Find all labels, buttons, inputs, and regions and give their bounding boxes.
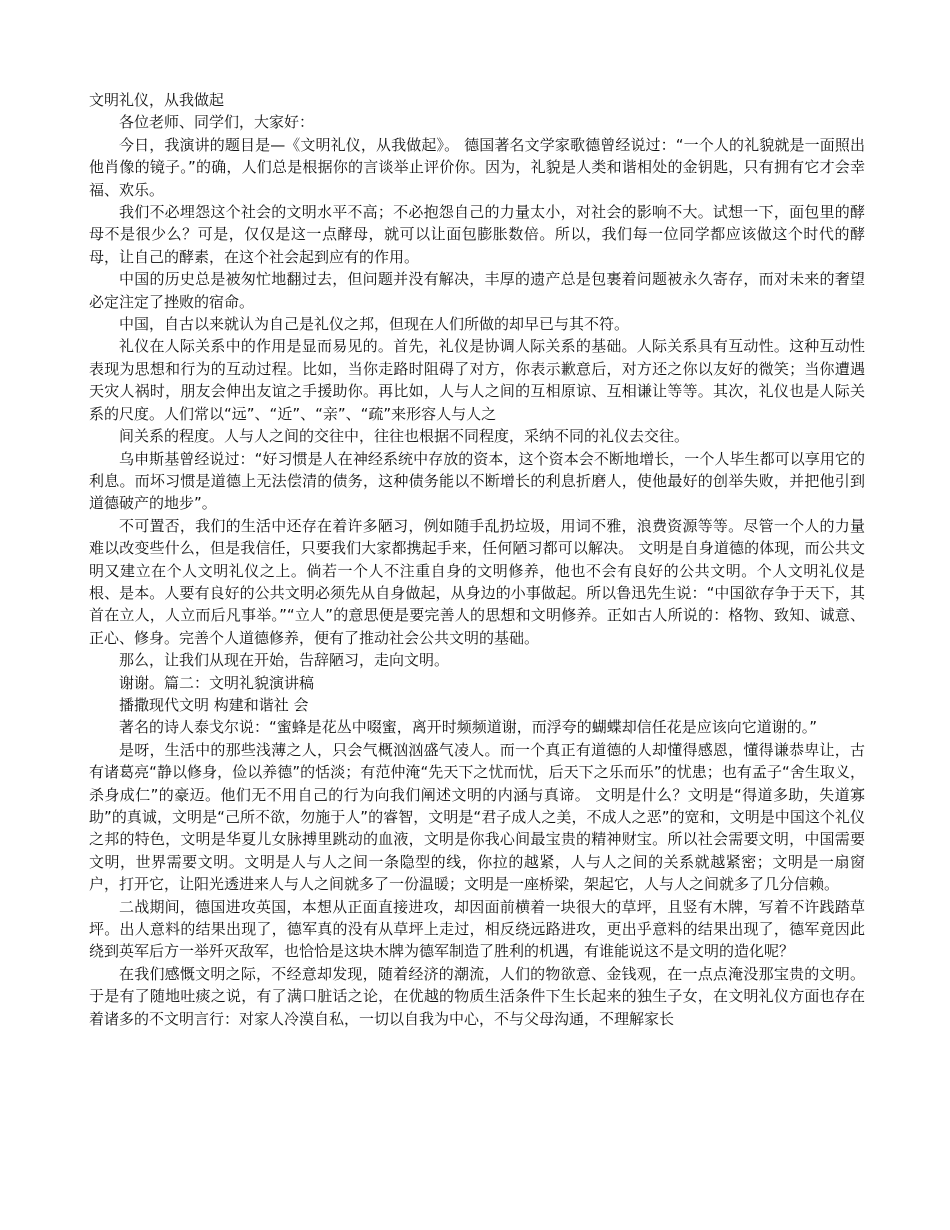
document-page xyxy=(89,89,865,1030)
paragraph: 著名的诗人泰戈尔说：“蜜蜂是花丛中啜蜜，离开时频频道谢，而浮夸的蝴蝶却信任花是应该向它道谢的。” xyxy=(119,718,818,737)
paragraph: 是呀，生活中的那些浅薄之人，只会气概汹汹盛气凌人。而一个真正有道德的人却懂得感恩，懂得谦恭卑让，古有诸葛亮“静以修身，俭以养德”的恬淡；有范仲淹“先天下之忧而忧，后天下之乐而乐”的忧患；也有孟子“舍生取义，杀身成仁”的豪迈。他们无不用自己的行为向我们阐述文明的内涵与真谛。 文明是什么？文明是“得道多助，失道寡助”的真诚，文明是“己所不欲，勿施于人”的睿智，文明是“君子成人之美，不成人之恶”的宽和，文明是中国这个礼仪之邦的特色，文明是华夏儿女脉搏里跳动的血液，文明是你我心间最宝贵的精神财宝。所以社会需要文明，中国需要文明，世界需要文明。文明是人与人之间一条隐型的线，你拉的越紧，人与人之间的关系就越紧密；文明是一扇窗户，打开它，让阳光透进来人与人之间就多了一份温暖；文明是一座桥梁，架起它，人与人之间就多了几分信赖。 xyxy=(89,740,865,894)
paragraph: 中国，自古以来就认为自己是礼仪之邦，但现在人们所做的却早已与其不符。 xyxy=(119,315,630,334)
paragraph-subtitle: 播撒现代文明 构建和谐社 会 xyxy=(119,695,309,714)
paragraph-section-heading: 谢谢。篇二：文明礼貌演讲稿 xyxy=(119,673,315,692)
paragraph: 那么，让我们从现在开始，告辞陋习，走向文明。 xyxy=(119,651,450,670)
paragraph: 不可置否，我们的生活中还存在着许多陋习，例如随手乱扔垃圾，用词不雅，浪费资源等等。尽管一个人的力量难以改变些什么，但是我信任，只要我们大家都携起手来，任何陋习都可以解决。 文明是自身道德的体现，而公共文明又建立在个人文明礼仪之上。倘若一个人不注重自身的文明修养，他也不会有良好的公共文明。个人文明礼仪是根、是本。人要有良好的公共文明必须先从自身做起，从身边的小事做起。所以鲁迅先生说：“中国欲存争于天下，其首在立人，人立而后凡事举。”“立人”的意思便是要完善人的思想和文明修养。正如古人所说的：格物、致知、诚意、正心、修身。完善个人道德修养，便有了推动社会公共文明的基础。 xyxy=(89,516,865,647)
paragraph: 我们不必埋怨这个社会的文明水平不高；不必抱怨自己的力量太小，对社会的影响不大。试想一下，面包里的酵母不是很少么？可是，仅仅是这一点酵母，就可以让面包膨胀数倍。所以，我们每一位同学都应该做这个时代的酵母，让自己的酵素，在这个社会起到应有的作用。 xyxy=(89,203,865,266)
paragraph: 二战期间，德国进攻英国，本想从正面直接进攻，却因面前横着一块很大的草坪，且竖有木牌，写着不许践踏草坪。出人意料的结果出现了，德军真的没有从草坪上走过，相反绕远路进攻，更出乎意料的结果出现了，德军竟因此绕到英军后方一举歼灭敌军，也恰恰是这块木牌为德军制造了胜利的机遇，有谁能说这不是文明的造化呢？ xyxy=(89,897,865,961)
paragraph: 中国的历史总是被匆忙地翻过去，但问题并没有解决，丰厚的遗产总是包裹着问题被永久寄存，而对未来的奢望必定注定了挫败的宿命。 xyxy=(89,270,865,311)
paragraph: 间关系的程度。人与人之间的交往中，往往也根据不同程度，采纳不同的礼仪去交往。 xyxy=(119,427,690,446)
paragraph-greeting: 各位老师、同学们，大家好： xyxy=(119,113,315,132)
paragraph: 乌申斯基曾经说过：“好习惯是人在神经系统中存放的资本，这个资本会不断地增长，一个人毕生都可以享用它的利息。而坏习惯是道德上无法偿清的债务，这种债务能以不断增长的利息折磨人，使他最好的创举失败，并把他引到道德破产的地步”。 xyxy=(89,449,865,513)
paragraph: 礼仪在人际关系中的作用是显而易见的。首先，礼仪是协调人际关系的基础。人际关系具有互动性。这种互动性表现为思想和行为的互动过程。比如，当你走路时阻碍了对方，你表示歉意后，对方还之你以友好的微笑；当你遭遇天灾人祸时，朋友会伸出友谊之手援助你。再比如，人与人之间的互相原谅、互相谦让等等。其次，礼仪也是人际关系的尺度。人们常以“远”、“近”、“亲”、“疏”来形容人与人之 xyxy=(89,337,865,423)
paragraph: 今日，我演讲的题目是—《文明礼仪，从我做起》。 德国著名文学家歌德曾经说过：“一个人的礼貌就是一面照出他肖像的镜子。”的确，人们总是根据你的言谈举止评价你。因为，礼貌是人类和谐相处的金钥匙，只有拥有它才会幸福、欢乐。 xyxy=(89,135,865,199)
document-title: 文明礼仪，从我做起 xyxy=(89,91,225,109)
paragraph: 在我们感慨文明之际，不经意却发现，随着经济的潮流，人们的物欲意、金钱观，在一点点淹没那宝贵的文明。于是有了随地吐痰之说，有了满口脏话之论，在优越的物质生活条件下生长起来的独生子女，在文明礼仪方面也存在着诸多的不文明言行：对家人冷漠自私，一切以自我为中心，不与父母沟通，不理解家长 xyxy=(89,964,865,1028)
